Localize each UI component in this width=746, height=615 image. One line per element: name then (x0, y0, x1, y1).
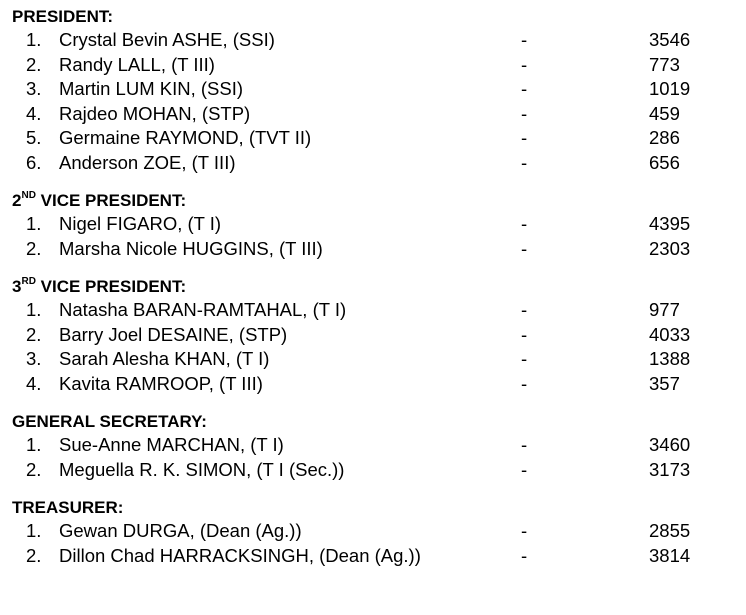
candidate-number: 6. (26, 151, 42, 173)
candidate-row (12, 458, 732, 483)
candidate-number: 1. (26, 29, 42, 50)
candidate-row (12, 544, 732, 569)
section-title-prefix: 3 (12, 277, 22, 296)
candidate-number: 2. (26, 323, 42, 345)
section-title-superscript: RD (21, 276, 36, 288)
separator-dash: - (521, 434, 528, 455)
candidate-name: Gewan DURGA, (Dean (Ag.)) (59, 520, 302, 541)
section-title (12, 276, 732, 298)
separator-dash: - (521, 151, 528, 173)
candidate-name: Sarah Alesha KHAN, (T I) (59, 348, 270, 369)
section-2nd-vice-president (12, 190, 732, 261)
vote-count: 656 (649, 151, 680, 173)
section-title-main: GENERAL SECRETARY: (12, 412, 207, 431)
separator-dash: - (521, 237, 528, 259)
candidate-number: 2. (26, 53, 42, 75)
separator-dash: - (521, 213, 528, 234)
separator-dash: - (521, 544, 528, 566)
section-title-main: VICE PRESIDENT: (35, 191, 187, 210)
candidate-row (12, 433, 732, 458)
separator-dash: - (521, 102, 528, 124)
vote-count: 3814 (649, 544, 691, 566)
vote-count: 357 (649, 372, 680, 394)
vote-count: 773 (649, 53, 680, 75)
section-title-prefix: 2 (12, 191, 22, 210)
vote-count: 2855 (649, 520, 691, 541)
candidate-name: Sue-Anne MARCHAN, (T I) (59, 434, 284, 455)
candidate-name: Rajdeo MOHAN, (STP) (59, 102, 251, 124)
candidate-name: Kavita RAMROOP, (T III) (59, 372, 263, 394)
candidate-row (12, 372, 732, 397)
candidate-row (12, 298, 732, 323)
candidate-number: 3. (26, 78, 42, 99)
vote-count: 1388 (649, 348, 691, 369)
candidate-row (12, 323, 732, 348)
separator-dash: - (521, 458, 528, 480)
candidate-name: Dillon Chad HARRACKSINGH, (Dean (Ag.)) (59, 544, 421, 566)
section-title-superscript: ND (21, 190, 36, 202)
candidate-name: Barry Joel DESAINE, (STP) (59, 323, 288, 345)
separator-dash: - (521, 78, 528, 99)
candidate-number: 1. (26, 434, 42, 455)
separator-dash: - (521, 520, 528, 541)
candidate-number: 1. (26, 520, 42, 541)
vote-count: 3173 (649, 458, 691, 480)
vote-count: 4395 (649, 213, 691, 234)
candidate-row (12, 102, 732, 127)
section-title (12, 411, 732, 433)
separator-dash: - (521, 53, 528, 75)
candidate-name: Marsha Nicole HUGGINS, (T III) (59, 237, 323, 259)
candidate-number: 4. (26, 372, 42, 394)
candidate-row (12, 237, 732, 262)
vote-count: 3460 (649, 434, 691, 455)
candidate-name: Anderson ZOE, (T III) (59, 151, 236, 173)
section-title-main: PRESIDENT: (12, 7, 114, 26)
candidate-name: Meguella R. K. SIMON, (T I (Sec.)) (59, 458, 345, 480)
candidate-row (12, 212, 732, 237)
section-title (12, 497, 732, 519)
vote-count: 459 (649, 102, 680, 124)
candidate-row (12, 347, 732, 372)
candidate-row (12, 28, 732, 53)
candidate-number: 1. (26, 299, 42, 320)
candidate-name: Crystal Bevin ASHE, (SSI) (59, 29, 275, 50)
candidate-row (12, 151, 732, 176)
candidate-number: 2. (26, 237, 42, 259)
candidate-number: 4. (26, 102, 42, 124)
section-president (12, 6, 732, 175)
election-results-document (12, 6, 732, 583)
section-general-secretary (12, 411, 732, 482)
vote-count: 286 (649, 127, 680, 148)
candidate-row (12, 77, 732, 102)
separator-dash: - (521, 323, 528, 345)
section-title (12, 6, 732, 28)
vote-count: 2303 (649, 237, 691, 259)
candidate-name: Nigel FIGARO, (T I) (59, 213, 222, 234)
separator-dash: - (521, 372, 528, 394)
vote-count: 4033 (649, 323, 691, 345)
separator-dash: - (521, 299, 528, 320)
section-3rd-vice-president (12, 276, 732, 396)
section-title (12, 190, 732, 212)
vote-count: 1019 (649, 78, 691, 99)
separator-dash: - (521, 348, 528, 369)
vote-count: 3546 (649, 29, 691, 50)
candidate-name: Germaine RAYMOND, (TVT II) (59, 127, 312, 148)
separator-dash: - (521, 127, 528, 148)
separator-dash: - (521, 29, 528, 50)
candidate-number: 2. (26, 544, 42, 566)
section-treasurer (12, 497, 732, 568)
candidate-number: 1. (26, 213, 42, 234)
section-title-main: TREASURER: (12, 498, 124, 517)
candidate-name: Randy LALL, (T III) (59, 53, 215, 75)
candidate-number: 5. (26, 127, 42, 148)
candidate-number: 3. (26, 348, 42, 369)
candidate-row (12, 126, 732, 151)
candidate-row (12, 519, 732, 544)
candidate-name: Martin LUM KIN, (SSI) (59, 78, 243, 99)
candidate-row (12, 53, 732, 78)
candidate-name: Natasha BARAN-RAMTAHAL, (T I) (59, 299, 347, 320)
candidate-number: 2. (26, 458, 42, 480)
vote-count: 977 (649, 299, 680, 320)
section-title-main: VICE PRESIDENT: (35, 277, 187, 296)
